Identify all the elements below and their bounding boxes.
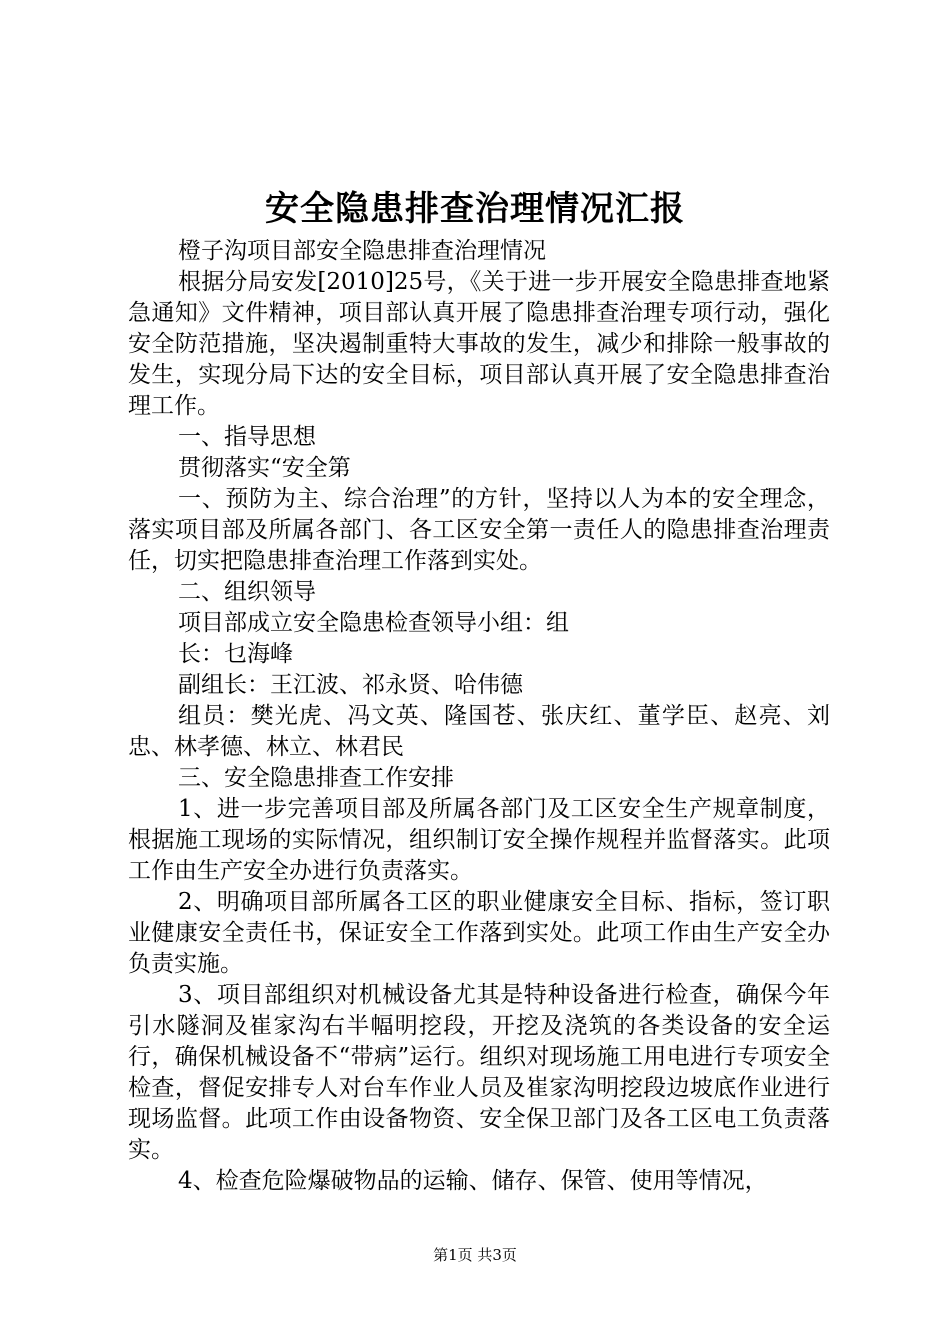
paragraph-intro: 根据分局安发[2010]25号，《关于进一步开展安全隐患排查地紧急通知》文件精神，项目部认真开展了隐患排查治理专项行动，强化安全防范措施，坚决遏制重特大事故的发生，减少和排除一般事故的发生，实现分局下达的安全目标，项目部认真开展了安全隐患排查治理工作。 bbox=[128, 269, 830, 419]
paragraph-item-3: 3、项目部组织对机械设备尤其是特种设备进行检查，确保今年引水隧洞及崔家沟右半幅明挖段，开挖及浇筑的各类设备的安全运行，确保机械设备不“带病”运行。组织对现场施工用电进行专项安全检查，督促安排专人对台车作业人员及崔家沟明挖段边坡底作业进行现场监督。此项工作由设备物资、安全保卫部门及各工区电工负责落实。 bbox=[128, 982, 830, 1163]
paragraph-item-1: 1、进一步完善项目部及所属各部门及工区安全生产规章制度，根据施工现场的实际情况，组织制订安全操作规程并监督落实。此项工作由生产安全办进行负责落实。 bbox=[128, 796, 830, 884]
paragraph-deputy-leaders: 副组长：王江波、祁永贤、哈伟德 bbox=[178, 672, 523, 698]
heading-guiding-principle: 一、指导思想 bbox=[178, 424, 316, 450]
heading-organization: 二、组织领导 bbox=[178, 579, 316, 605]
page-indicator: 第1页 共3页 bbox=[433, 1246, 517, 1264]
paragraph-item-4: 4、检查危险爆破物品的运输、储存、保管、使用等情况， bbox=[178, 1168, 768, 1194]
paragraph-principle-lead: 贯彻落实“安全第 bbox=[178, 455, 351, 481]
heading-work-arrangement: 三、安全隐患排查工作安排 bbox=[178, 765, 454, 791]
document-body bbox=[128, 236, 830, 1197]
paragraph-item-2: 2、明确项目部所属各工区的职业健康安全目标、指标，签订职业健康安全责任书，保证安全工作落到实处。此项工作由生产安全办负责实施。 bbox=[128, 889, 830, 977]
document-title: 安全隐患排查治理情况汇报 bbox=[265, 189, 685, 229]
paragraph-members: 组员：樊光虎、冯文英、隆国苍、张庆红、董学臣、赵亮、刘忠、林孝德、林立、林君民 bbox=[128, 703, 830, 760]
paragraph-group-leader: 长：乜海峰 bbox=[178, 641, 293, 667]
paragraph-group-formed: 项目部成立安全隐患检查领导小组：组 bbox=[178, 610, 569, 636]
paragraph-principle-body: 一、预防为主、综合治理”的方针，坚持以人为本的安全理念，落实项目部及所属各部门、各工区安全第一责任人的隐患排查治理责任，切实把隐患排查治理工作落到实处。 bbox=[128, 486, 830, 574]
paragraph-subtitle: 橙子沟项目部安全隐患排查治理情况 bbox=[178, 238, 546, 264]
